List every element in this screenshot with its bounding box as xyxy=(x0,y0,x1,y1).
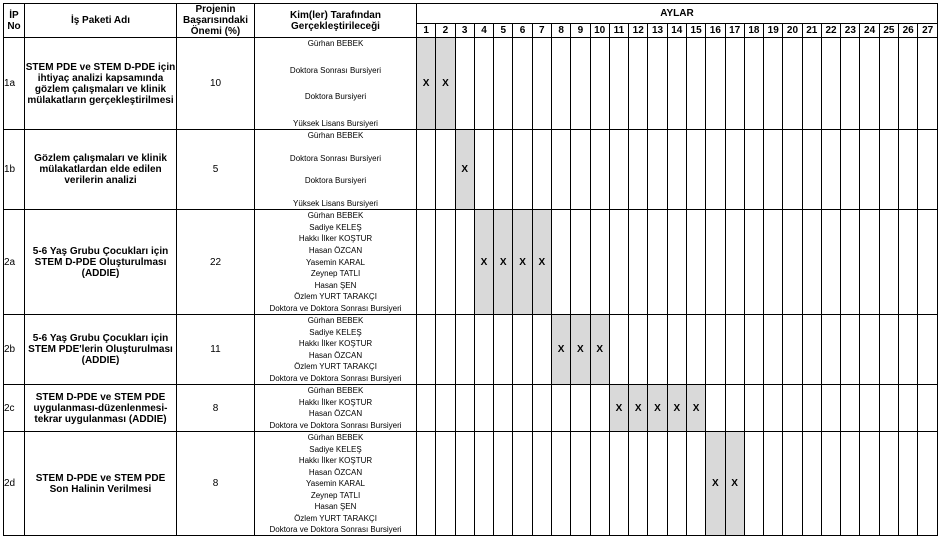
month-cell xyxy=(783,38,802,130)
month-cell xyxy=(706,385,725,432)
month-mark: X xyxy=(692,402,700,414)
performer-name: Zeynep TATLI xyxy=(310,269,361,279)
month-cell xyxy=(802,130,821,210)
month-cell xyxy=(417,130,436,210)
month-cell xyxy=(706,38,725,130)
month-cell xyxy=(860,210,879,315)
month-cell xyxy=(551,38,570,130)
month-header-5: 5 xyxy=(494,24,513,38)
active-month-cell xyxy=(532,210,551,315)
month-cell xyxy=(899,315,918,385)
month-header-26: 26 xyxy=(899,24,918,38)
month-cell xyxy=(879,432,898,536)
month-cell xyxy=(841,315,860,385)
month-mark: X xyxy=(519,256,526,268)
month-cell xyxy=(725,315,744,385)
month-cell xyxy=(571,130,590,210)
month-cell xyxy=(764,315,783,385)
performers-cell xyxy=(255,432,417,536)
performer-name: Gürhan BEBEK xyxy=(307,39,364,48)
month-cell xyxy=(667,315,686,385)
month-cell xyxy=(436,315,455,385)
performer-name: Yasemin KARAL xyxy=(306,257,365,267)
month-cell xyxy=(879,38,898,130)
month-cell xyxy=(532,38,551,130)
month-mark: X xyxy=(499,256,507,268)
month-cell xyxy=(686,315,705,385)
month-cell xyxy=(436,210,455,315)
month-cell xyxy=(513,315,532,385)
month-header-18: 18 xyxy=(744,24,763,38)
month-mark: X xyxy=(654,402,661,414)
ip-no-header: İP No xyxy=(4,4,25,38)
month-cell xyxy=(899,38,918,130)
month-mark: X xyxy=(461,164,469,175)
performer-name: Doktora Sonrası Bursiyeri xyxy=(289,65,382,75)
active-month-cell xyxy=(706,432,725,536)
month-cell xyxy=(802,315,821,385)
month-header-23: 23 xyxy=(841,24,860,38)
active-month-cell xyxy=(513,210,532,315)
month-cell xyxy=(436,385,455,432)
month-cell xyxy=(629,315,648,385)
month-mark: X xyxy=(634,402,642,414)
month-cell xyxy=(706,130,725,210)
month-cell xyxy=(474,130,493,210)
month-cell xyxy=(494,315,513,385)
month-cell xyxy=(686,130,705,210)
month-cell xyxy=(918,315,938,385)
month-cell xyxy=(821,38,840,130)
month-cell xyxy=(436,130,455,210)
active-month-cell xyxy=(667,385,686,432)
month-cell xyxy=(706,315,725,385)
month-header-11: 11 xyxy=(609,24,628,38)
month-cell xyxy=(590,38,609,130)
month-cell xyxy=(879,315,898,385)
month-cell xyxy=(474,385,493,432)
month-cell xyxy=(590,130,609,210)
month-mark: X xyxy=(673,402,681,414)
month-cell xyxy=(648,38,667,130)
month-cell xyxy=(764,210,783,315)
work-package-name: 5-6 Yaş Grubu Çocukları için STEM D-PDE Oluşturulması (ADDIE) xyxy=(25,210,177,315)
header-row xyxy=(4,4,938,24)
month-cell xyxy=(494,385,513,432)
month-header-14: 14 xyxy=(667,24,686,38)
month-cell xyxy=(667,432,686,536)
month-header-19: 19 xyxy=(764,24,783,38)
month-cell xyxy=(725,38,744,130)
month-mark: X xyxy=(480,256,488,268)
month-cell xyxy=(629,210,648,315)
month-cell xyxy=(783,130,802,210)
month-cell xyxy=(744,130,763,210)
month-cell xyxy=(744,38,763,130)
performer-name: Sadiye KELEŞ xyxy=(309,444,362,454)
active-month-cell xyxy=(725,432,744,536)
month-cell xyxy=(590,385,609,432)
active-month-cell xyxy=(474,210,493,315)
month-cell xyxy=(513,130,532,210)
active-month-cell xyxy=(455,130,474,210)
work-package-name: STEM D-PDE ve STEM PDE uygulanması-düzenlenmesi-tekrar uygulanması (ADDIE) xyxy=(25,385,177,432)
performer-name: Sadiye KELEŞ xyxy=(309,222,362,232)
month-cell xyxy=(629,38,648,130)
performers-cell xyxy=(255,385,417,432)
month-cell xyxy=(417,385,436,432)
month-cell xyxy=(667,130,686,210)
month-header-27: 27 xyxy=(918,24,938,38)
month-cell xyxy=(455,38,474,130)
month-cell xyxy=(455,315,474,385)
importance-value: 22 xyxy=(177,210,255,315)
active-month-cell xyxy=(609,385,628,432)
month-cell xyxy=(455,385,474,432)
month-cell xyxy=(841,432,860,536)
month-cell xyxy=(609,38,628,130)
month-cell xyxy=(821,210,840,315)
month-header-21: 21 xyxy=(802,24,821,38)
performer-name: Doktora ve Doktora Sonrası Bursiyeri xyxy=(269,373,402,383)
ip-number: 2c xyxy=(4,385,25,432)
month-cell xyxy=(667,210,686,315)
performer-name: Gürhan BEBEK xyxy=(307,316,364,325)
importance-header: Projenin Başarısındaki Önemi (%) xyxy=(177,4,255,38)
month-header-24: 24 xyxy=(860,24,879,38)
performer-name: Yasemin KARAL xyxy=(306,479,365,488)
performer-name: Gürhan BEBEK xyxy=(307,211,364,220)
performer-name: Hakkı İlker KOŞTUR xyxy=(298,339,373,349)
importance-value: 5 xyxy=(177,130,255,210)
performer-name: Doktora ve Doktora Sonrası Bursiyeri xyxy=(269,420,402,430)
month-cell xyxy=(821,432,840,536)
month-cell xyxy=(648,315,667,385)
month-header-6: 6 xyxy=(513,24,532,38)
month-cell xyxy=(417,432,436,536)
month-header-20: 20 xyxy=(783,24,802,38)
performer-name: Yüksek Lisans Bursiyeri xyxy=(293,118,378,128)
month-cell xyxy=(821,315,840,385)
month-cell xyxy=(474,38,493,130)
month-cell xyxy=(899,130,918,210)
month-header-17: 17 xyxy=(725,24,744,38)
active-month-cell xyxy=(629,385,648,432)
month-header-9: 9 xyxy=(571,24,590,38)
month-header-12: 12 xyxy=(629,24,648,38)
performer-name: Hakkı İlker KOŞTUR xyxy=(298,397,373,407)
ip-number: 2b xyxy=(4,315,25,385)
month-cell xyxy=(744,432,763,536)
work-package-row xyxy=(4,210,938,315)
performer-name: Doktora ve Doktora Sonrası Bursiyeri xyxy=(269,304,402,313)
month-cell xyxy=(494,432,513,536)
month-header-13: 13 xyxy=(648,24,667,38)
month-mark: X xyxy=(442,78,449,89)
month-cell xyxy=(764,432,783,536)
month-cell xyxy=(551,385,570,432)
month-cell xyxy=(590,432,609,536)
month-cell xyxy=(899,210,918,315)
month-mark: X xyxy=(731,478,738,489)
performers-header: Kim(ler) Tarafından Gerçekleştirileceği xyxy=(255,4,417,38)
month-cell xyxy=(821,130,840,210)
month-cell xyxy=(667,38,686,130)
month-mark: X xyxy=(422,78,430,89)
month-header-16: 16 xyxy=(706,24,725,38)
month-cell xyxy=(899,385,918,432)
month-header-10: 10 xyxy=(590,24,609,38)
work-package-row xyxy=(4,130,938,210)
active-month-cell xyxy=(417,38,436,130)
month-cell xyxy=(436,432,455,536)
month-header-2: 2 xyxy=(436,24,455,38)
performers-cell xyxy=(255,315,417,385)
performer-name: Hakkı İlker KOŞTUR xyxy=(298,456,373,465)
performers-cell xyxy=(255,210,417,315)
work-package-name: STEM D-PDE ve STEM PDE Son Halinin Verilmesi xyxy=(25,432,177,536)
month-cell xyxy=(918,432,938,536)
performer-name: Özlem YURT TARAKÇI xyxy=(294,362,377,372)
month-cell xyxy=(841,130,860,210)
performer-name: Zeynep TATLI xyxy=(310,490,361,500)
month-cell xyxy=(918,385,938,432)
ip-number: 2a xyxy=(4,210,25,315)
performer-name: Doktora Bursiyeri xyxy=(304,92,367,102)
work-package-row xyxy=(4,432,938,536)
month-header-25: 25 xyxy=(879,24,898,38)
performer-name: Hasan ŞEN xyxy=(314,280,357,290)
month-cell xyxy=(879,385,898,432)
performers-cell xyxy=(255,38,417,130)
month-cell xyxy=(725,385,744,432)
month-cell xyxy=(494,130,513,210)
month-cell xyxy=(648,210,667,315)
month-cell xyxy=(609,315,628,385)
active-month-cell xyxy=(590,315,609,385)
month-cell xyxy=(918,130,938,210)
performer-name: Doktora Bursiyeri xyxy=(304,176,367,186)
month-cell xyxy=(455,432,474,536)
month-cell xyxy=(571,38,590,130)
month-cell xyxy=(590,210,609,315)
ip-number: 2d xyxy=(4,432,25,536)
month-cell xyxy=(783,315,802,385)
month-cell xyxy=(802,385,821,432)
month-header-4: 4 xyxy=(474,24,493,38)
month-cell xyxy=(474,315,493,385)
work-package-name: 5-6 Yaş Grubu Çocukları için STEM PDE'lerin Oluşturulması (ADDIE) xyxy=(25,315,177,385)
performer-name: Özlem YURT TARAKÇI xyxy=(294,292,377,302)
month-cell xyxy=(860,38,879,130)
performer-name: Hasan ŞEN xyxy=(314,502,357,511)
work-package-row xyxy=(4,315,938,385)
month-cell xyxy=(648,130,667,210)
active-month-cell xyxy=(551,315,570,385)
month-cell xyxy=(860,385,879,432)
month-header-15: 15 xyxy=(686,24,705,38)
month-header-1: 1 xyxy=(417,24,436,38)
month-mark: X xyxy=(557,344,565,355)
month-cell xyxy=(532,385,551,432)
month-cell xyxy=(802,38,821,130)
active-month-cell xyxy=(571,315,590,385)
month-cell xyxy=(764,385,783,432)
month-cell xyxy=(686,210,705,315)
months-header: AYLAR xyxy=(417,4,938,24)
importance-value: 8 xyxy=(177,432,255,536)
performer-name: Sadiye KELEŞ xyxy=(309,327,362,337)
month-cell xyxy=(609,210,628,315)
month-cell xyxy=(879,210,898,315)
work-package-row xyxy=(4,385,938,432)
month-cell xyxy=(841,385,860,432)
month-cell xyxy=(455,210,474,315)
active-month-cell xyxy=(648,385,667,432)
performer-name: Doktora Sonrası Bursiyeri xyxy=(289,153,382,163)
month-cell xyxy=(417,210,436,315)
month-cell xyxy=(513,432,532,536)
month-cell xyxy=(648,432,667,536)
month-mark: X xyxy=(596,344,603,355)
month-cell xyxy=(417,315,436,385)
month-cell xyxy=(879,130,898,210)
month-cell xyxy=(532,315,551,385)
ip-number: 1b xyxy=(4,130,25,210)
month-cell xyxy=(532,432,551,536)
month-cell xyxy=(821,385,840,432)
month-cell xyxy=(841,210,860,315)
month-cell xyxy=(744,315,763,385)
month-cell xyxy=(783,210,802,315)
work-package-name: Gözlem çalışmaları ve klinik mülakatlardan elde edilen verilerin analizi xyxy=(25,130,177,210)
month-cell xyxy=(860,130,879,210)
importance-value: 10 xyxy=(177,38,255,130)
month-cell xyxy=(744,385,763,432)
performer-name: Yüksek Lisans Bursiyeri xyxy=(293,198,378,208)
performer-name: Doktora ve Doktora Sonrası Bursiyeri xyxy=(269,525,402,534)
month-cell xyxy=(764,130,783,210)
month-cell xyxy=(783,385,802,432)
month-cell xyxy=(571,385,590,432)
month-cell xyxy=(686,432,705,536)
month-cell xyxy=(513,385,532,432)
month-cell xyxy=(474,432,493,536)
month-cell xyxy=(899,432,918,536)
month-cell xyxy=(629,130,648,210)
month-header-8: 8 xyxy=(551,24,570,38)
month-cell xyxy=(841,38,860,130)
month-cell xyxy=(764,38,783,130)
month-cell xyxy=(551,432,570,536)
month-cell xyxy=(686,38,705,130)
month-mark: X xyxy=(712,478,719,489)
performer-name: Hasan ÖZCAN xyxy=(308,350,363,360)
performer-name: Özlem YURT TARAKÇI xyxy=(294,513,377,523)
active-month-cell xyxy=(436,38,455,130)
month-cell xyxy=(551,210,570,315)
month-cell xyxy=(725,210,744,315)
month-cell xyxy=(744,210,763,315)
active-month-cell xyxy=(494,210,513,315)
ip-number: 1a xyxy=(4,38,25,130)
month-mark: X xyxy=(615,402,623,414)
month-cell xyxy=(783,432,802,536)
performer-name: Gürhan BEBEK xyxy=(307,131,364,140)
work-package-row xyxy=(4,38,938,130)
month-cell xyxy=(918,38,938,130)
month-cell xyxy=(551,130,570,210)
month-cell xyxy=(706,210,725,315)
month-cell xyxy=(494,38,513,130)
month-cell xyxy=(860,315,879,385)
month-header-22: 22 xyxy=(821,24,840,38)
month-cell xyxy=(609,432,628,536)
performer-name: Hakkı İlker KOŞTUR xyxy=(298,234,373,244)
work-package-header: İş Paketi Adı xyxy=(25,4,177,38)
importance-value: 11 xyxy=(177,315,255,385)
month-cell xyxy=(571,432,590,536)
performer-name: Gürhan BEBEK xyxy=(307,386,364,395)
performer-name: Hasan ÖZCAN xyxy=(308,467,363,477)
month-cell xyxy=(860,432,879,536)
month-header-7: 7 xyxy=(532,24,551,38)
performers-cell xyxy=(255,130,417,210)
performer-name: Gürhan BEBEK xyxy=(307,433,364,442)
importance-value: 8 xyxy=(177,385,255,432)
month-cell xyxy=(609,130,628,210)
performer-name: Hasan ÖZCAN xyxy=(308,409,363,419)
month-cell xyxy=(629,432,648,536)
month-cell xyxy=(513,38,532,130)
work-package-name: STEM PDE ve STEM D-PDE için ihtiyaç analizi kapsamında gözlem çalışmaları ve klinik mülakatların gerçekleştirilmesi xyxy=(25,38,177,130)
performer-name: Hasan ÖZCAN xyxy=(308,245,363,255)
month-cell xyxy=(802,432,821,536)
month-mark: X xyxy=(577,344,584,355)
month-header-3: 3 xyxy=(455,24,474,38)
month-cell xyxy=(918,210,938,315)
month-cell xyxy=(725,130,744,210)
work-plan-table xyxy=(3,3,938,536)
month-mark: X xyxy=(538,256,546,268)
month-cell xyxy=(532,130,551,210)
month-cell xyxy=(802,210,821,315)
active-month-cell xyxy=(686,385,705,432)
month-cell xyxy=(571,210,590,315)
